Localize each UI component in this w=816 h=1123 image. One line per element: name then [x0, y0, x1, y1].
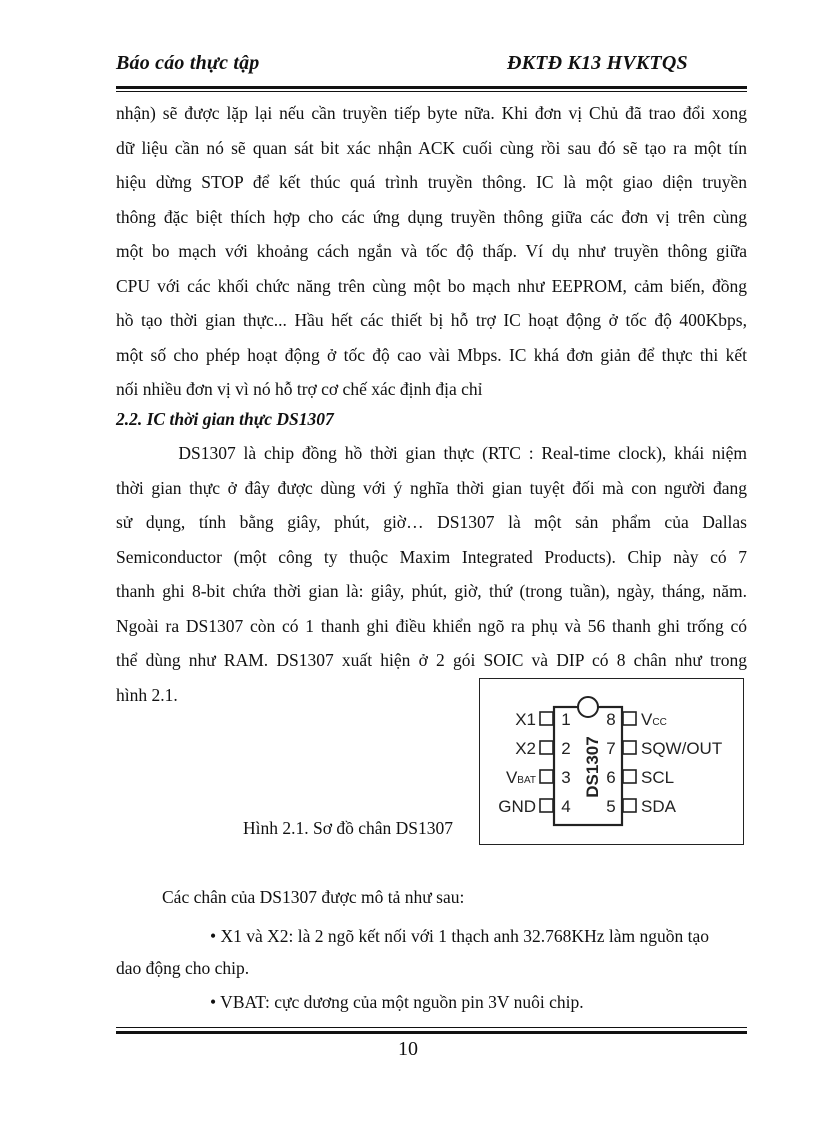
- pin-number-5: 5: [606, 797, 616, 816]
- pin-pad-4: [540, 799, 553, 812]
- pin-pad-5: [623, 799, 636, 812]
- text-line: hồ tạo thời gian thực... Hầu hết các thiết bị hỗ trợ IC hoạt động ở tốc độ 400Kbps,: [116, 310, 747, 330]
- page-number: 10: [398, 1038, 418, 1060]
- pin-label-x1: X1: [515, 710, 536, 729]
- text-line: nhận) sẽ được lặp lại nếu cần truyền tiếp byte nữa. Khi đơn vị Chủ đã trao đổi xong: [116, 103, 747, 123]
- pin-pad-7: [623, 741, 636, 754]
- text-line: một số cho phép hoạt động ở tốc độ cao vài Mbps. IC khá đơn giản để thực thi kết: [116, 344, 747, 365]
- text-line: thanh ghi 8-bit chứa thời gian là: giây, phút, giờ, thứ (trong tuần), ngày, tháng, năm.: [116, 581, 747, 601]
- pin-label-vbat: [506, 768, 536, 787]
- header-rule-thick: [116, 86, 747, 89]
- pin-label-vcc-sub: CC: [652, 717, 667, 728]
- bullet-x1-x2-line2: dao động cho chip.: [116, 958, 250, 978]
- pin-label-vcc-main: V: [641, 710, 653, 729]
- pin-label-scl: SCL: [641, 768, 675, 787]
- pin-number-6: 6: [606, 768, 616, 787]
- text-line: hình 2.1.: [116, 684, 178, 705]
- chip-name: DS1307: [583, 736, 602, 798]
- pin-number-7: 7: [606, 739, 616, 758]
- text-line: thể dùng như RAM. DS1307 xuất hiện ở 2 gói SOIC và DIP có 8 chân như trong: [116, 650, 747, 670]
- text-line: CPU với các khối chức năng trên cùng một bo mạch như EEPROM, cảm biến, đồng: [116, 275, 747, 296]
- text-line: thời gian thực ở đây được dùng với ý nghĩa thời gian tuyệt đối mà con người đang: [116, 477, 747, 498]
- pin-label-sqw-out: SQW/OUT: [641, 739, 723, 758]
- pin-pad-6: [623, 770, 636, 783]
- header-title-right: ĐKTĐ K13 HVKTQS: [507, 52, 688, 74]
- pin-number-8: 8: [606, 710, 616, 729]
- bullet-x1-x2-line1: • X1 và X2: là 2 ngõ kết nối với 1 thạch anh 32.768KHz làm nguồn tạo: [210, 926, 709, 946]
- pin-number-1: 1: [561, 710, 571, 729]
- text-line: DS1307 là chip đồng hồ thời gian thực (RTC : Real-time clock), khái niệm: [116, 443, 747, 463]
- text-line: Semiconductor (một công ty thuộc Maxim Integrated Products). Chip này có 7: [116, 546, 747, 567]
- header-title-left: Báo cáo thực tập: [116, 52, 260, 74]
- right-pins: [606, 710, 722, 816]
- ds1307-pinout-diagram: [480, 679, 742, 843]
- pin-label-gnd: GND: [498, 797, 536, 816]
- text-line: Ngoài ra DS1307 còn có 1 thanh ghi điều khiển ngõ ra phụ và 56 thanh ghi trống có: [116, 615, 747, 636]
- pinout-figure: [479, 678, 744, 845]
- text-line: một bo mạch với khoảng cách ngắn và tốc độ thấp. Ví dụ như truyền thông giữa: [116, 241, 747, 261]
- text-line: dữ liệu cần nó sẽ quan sát bit xác nhận ACK cuối cùng rồi sau đó sẽ tạo ra một tín: [116, 137, 747, 158]
- pin-pad-1: [540, 712, 553, 725]
- pin-pad-3: [540, 770, 553, 783]
- footer-rule-thick: [116, 1031, 747, 1034]
- pin-label-vbat-main: V: [505, 768, 518, 787]
- pin-label-x2: X2: [515, 739, 536, 758]
- pin-number-3: 3: [561, 768, 571, 787]
- pin-number-4: 4: [561, 797, 571, 816]
- footer-rule-thin: [116, 1027, 747, 1028]
- text-line: thông đặc biệt thích hợp cho các ứng dụng truyền thông giữa các đơn vị trên cùng: [116, 206, 747, 227]
- paragraph-i2c: [116, 96, 747, 407]
- pin-number-2: 2: [561, 739, 571, 758]
- paragraph-ds1307: [116, 436, 747, 712]
- pin-pad-2: [540, 741, 553, 754]
- section-heading: 2.2. IC thời gian thực DS1307: [116, 409, 334, 429]
- pins-intro: Các chân của DS1307 được mô tả như sau:: [162, 887, 465, 907]
- text-line: nối nhiều đơn vị vì nó hỗ trợ cơ chế xác định địa chỉ: [116, 379, 483, 399]
- pin-label-vcc: [641, 710, 667, 729]
- header-rule-thin: [116, 91, 747, 92]
- text-line: sử dụng, tính bằng giây, phút, giờ… DS1307 là một sản phẩm của Dallas: [116, 512, 747, 532]
- pin-pad-8: [623, 712, 636, 725]
- pin-label-vbat-sub: BAT: [517, 775, 536, 786]
- pin-label-sda: SDA: [641, 797, 676, 816]
- bullet-vbat: • VBAT: cực dương của một nguồn pin 3V nuôi chip.: [210, 992, 584, 1012]
- figure-caption: Hình 2.1. Sơ đồ chân DS1307: [243, 818, 454, 838]
- text-line: hiệu dừng STOP để kết thúc quá trình truyền thông. IC là một giao diện truyền: [116, 172, 747, 192]
